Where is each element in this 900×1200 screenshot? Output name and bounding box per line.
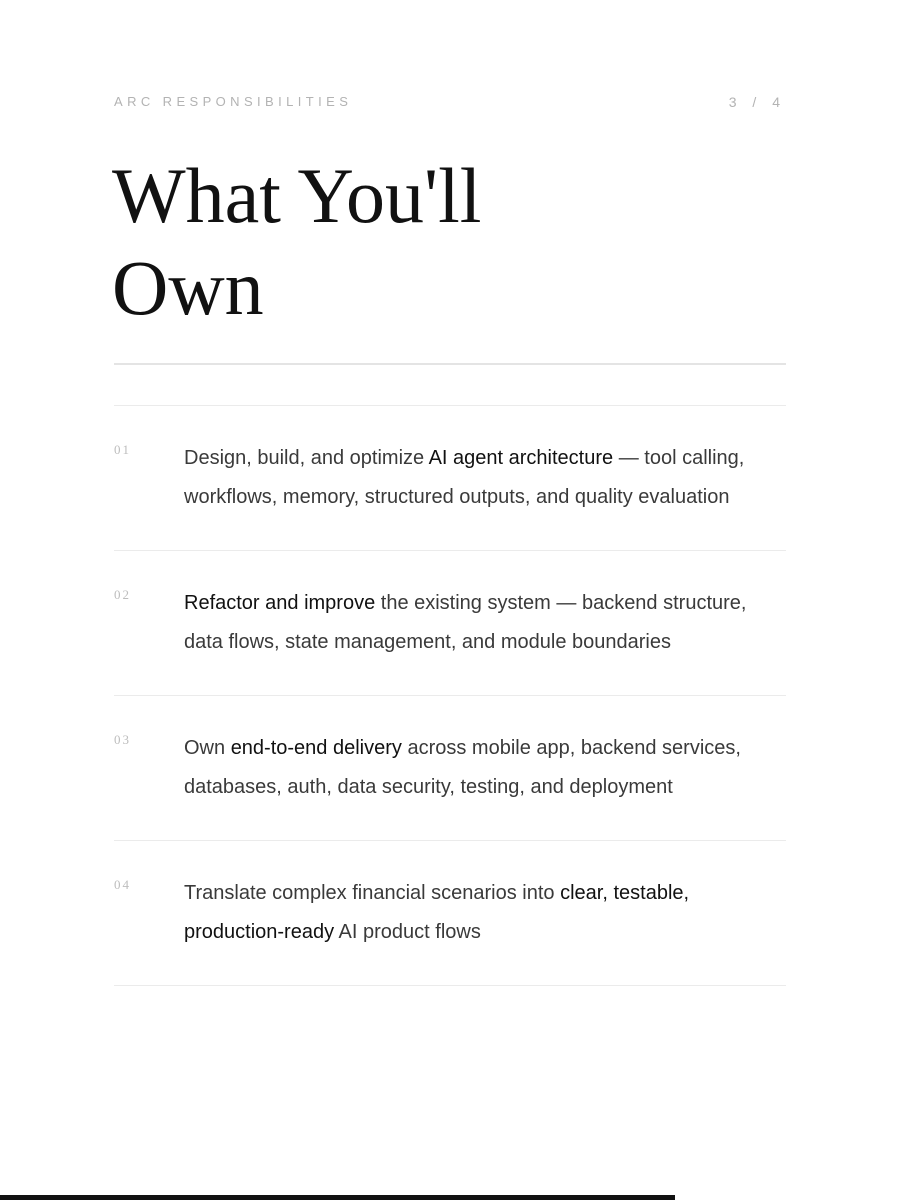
item-text-emphasis: end-to-end delivery	[230, 737, 402, 759]
item-text-tail: the existing system — backend structure, data flows, state management, and module boundaries	[184, 592, 747, 653]
item-number: 01	[114, 442, 131, 457]
title-divider	[114, 363, 786, 365]
item-text	[184, 729, 784, 806]
item-text	[184, 874, 784, 951]
page-indicator: 3 / 4	[728, 94, 786, 110]
responsibility-item-01	[114, 405, 786, 550]
item-text	[184, 584, 784, 661]
item-text-emphasis: Refactor and improve	[184, 592, 376, 614]
item-number: 02	[114, 587, 131, 602]
item-number: 03	[114, 732, 131, 747]
item-text-lead: Design, build, and optimize	[184, 447, 429, 469]
item-text	[184, 439, 784, 516]
item-number: 04	[114, 877, 131, 892]
item-text-tail: across mobile app, backend services, databases, auth, data security, testing, and deployment	[184, 737, 741, 798]
page-title: What You'll Own	[112, 152, 482, 331]
progress-bar	[0, 1195, 675, 1200]
item-text-tail: AI product flows	[334, 920, 481, 943]
item-text-lead: Own	[184, 737, 231, 759]
item-text-tail: — tool calling, workflows, memory, structured outputs, and quality evaluation	[184, 447, 745, 508]
section-eyebrow: ARC RESPONSIBILITIES	[114, 94, 353, 109]
responsibility-item-04	[114, 840, 786, 986]
responsibilities-list	[114, 405, 786, 986]
responsibility-item-02	[114, 550, 786, 695]
item-text-emphasis: clear, testable, production-ready	[184, 882, 690, 943]
responsibility-item-03	[114, 695, 786, 840]
item-text-lead: Translate complex financial scenarios into	[184, 882, 561, 904]
item-text-emphasis: AI agent architecture	[428, 447, 614, 469]
